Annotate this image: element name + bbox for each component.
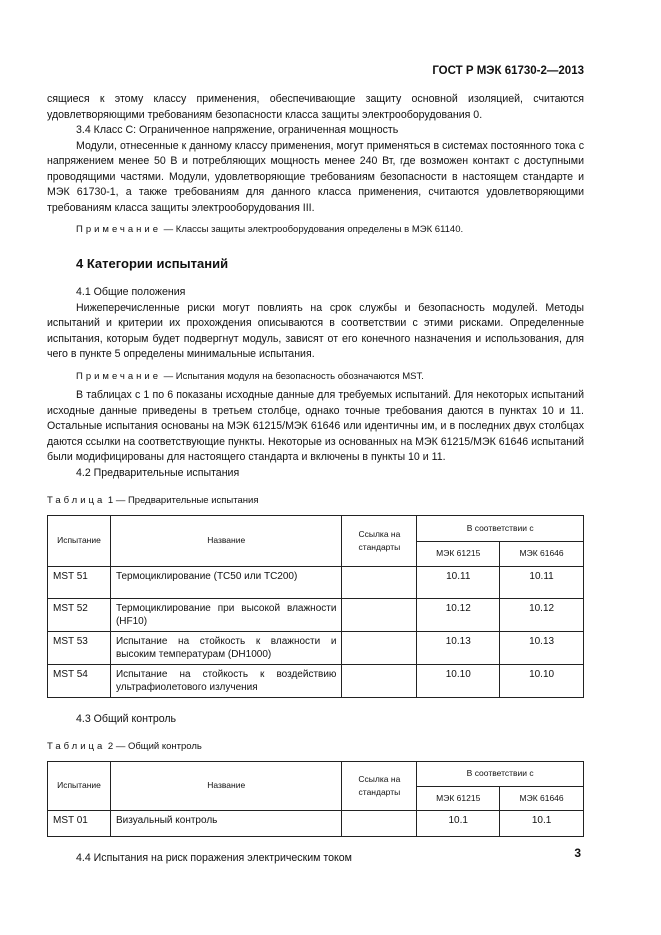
table-cell: Испытание на стойкость к воздействию ультрафиолетового излучения	[110, 664, 341, 697]
table-cell: 10.11	[417, 566, 500, 598]
table-2	[47, 761, 584, 837]
table-cell: 10.1	[417, 810, 500, 836]
paragraph: Модули, отнесенные к данному классу применения, могут применяться в системах постоянного тока с напряжением менее 50 В и потребляющих мощность менее 240 Вт, где возможен контакт с доступными проводящими частями. Модули, удовлетворяющие требованиям безопасности в настоящем стандарте и МЭК 61730-1, а также требованиям для данного класса применения, считаются удовлетворяющими требованиям класса защиты электрооборудования III.	[47, 139, 584, 214]
section-3-4-title: 3.4 Класс С: Ограниченное напряжение, ограниченная мощность	[76, 124, 399, 136]
table-cell: 10.10	[500, 664, 584, 697]
note	[47, 222, 584, 238]
note-label: Примечание	[76, 370, 161, 382]
note	[47, 369, 584, 385]
table-cell: MST 01	[48, 810, 111, 836]
table-cell: Термоциклирование (ТС50 или ТС200)	[110, 566, 341, 598]
table-title: — Общий контроль	[113, 741, 202, 752]
paragraph: сящиеся к этому классу применения, обеспечивающие защиту основной изоляцией, считаются удовлетворяющими требованиям безопасности класса защиты электрооборудования 0.	[47, 93, 584, 121]
col-iec61215: МЭК 61215	[417, 786, 500, 810]
table-label: Таблица	[47, 495, 106, 506]
note-label: Примечание	[76, 224, 161, 235]
table-row	[48, 631, 584, 664]
table-title: — Предварительные испытания	[113, 495, 259, 506]
col-ref: Ссылка на стандарты	[342, 515, 417, 566]
table-cell	[342, 631, 417, 664]
col-accordance: В соответствии с	[417, 761, 584, 786]
table-cell	[342, 810, 417, 836]
paragraph: В таблицах с 1 по 6 показаны исходные данные для требуемых испытаний. Для некоторых испытаний исходные данные приведены в третьем столбце, однако точные требования даются в пунктах 10 и 11. Остальные испытания основаны на МЭК 61215/МЭК 61646 или идентичны им, и в последних двух столбцах даются ссылки на соответствующие пункты. Некоторые из основанных на МЭК 61215/МЭК 61646 испытаний были модифицированы для настоящего стандарта и включены в пункты 10 и 11.	[47, 389, 584, 463]
table-cell: Испытание на стойкость к влажности и высоким температурам (DH1000)	[110, 631, 341, 664]
table-cell: Визуальный контроль	[110, 810, 341, 836]
col-test: Испытание	[48, 761, 111, 810]
table-cell: 10.12	[500, 598, 584, 631]
table-cell: MST 51	[48, 566, 111, 598]
col-name: Название	[110, 761, 341, 810]
table-cell	[342, 598, 417, 631]
table-cell: 10.10	[417, 664, 500, 697]
section-4-heading: 4 Категории испытаний	[76, 255, 229, 271]
table-cell: 10.1	[500, 810, 584, 836]
table-cell	[342, 664, 417, 697]
note-text: — Испытания модуля на безопасность обозначаются MST.	[161, 370, 424, 382]
table-cell: 10.13	[500, 631, 584, 664]
table-row	[48, 664, 584, 697]
col-accordance: В соответствии с	[417, 515, 584, 541]
table-cell: MST 52	[48, 598, 111, 631]
table-cell: MST 54	[48, 664, 111, 697]
table-1-caption	[47, 493, 584, 509]
section-4-4-title: 4.4 Испытания на риск поражения электрическим током	[76, 851, 352, 864]
table-row	[48, 810, 584, 836]
col-iec61215: МЭК 61215	[417, 541, 500, 566]
table-2-caption	[47, 739, 584, 755]
section-4-1-title: 4.1 Общие положения	[76, 286, 186, 298]
table-cell: MST 53	[48, 631, 111, 664]
table-cell: 10.11	[500, 566, 584, 598]
section-4-3-title: 4.3 Общий контроль	[76, 712, 177, 725]
table-number: 1	[105, 495, 114, 506]
paragraph: Нижеперечисленные риски могут повлиять на срок службы и безопасность модулей. Методы испытаний и критерии их прохождения описываются в соответствии с этими рисками. Определенные испытания, которым будет подвергнут модуль, зависят от его конечного назначения и использования, для чего в пункте 5 определены минимальные испытания.	[47, 301, 584, 360]
page-number: 3	[574, 846, 581, 860]
table-row	[48, 566, 584, 598]
table-cell: 10.13	[417, 631, 500, 664]
col-test: Испытание	[48, 515, 111, 566]
table-cell: Термоциклирование при высокой влажности (HF10)	[110, 598, 341, 631]
table-label: Таблица	[47, 741, 106, 752]
note-text: — Классы защиты электрооборудования определены в МЭК 61140.	[161, 224, 464, 235]
table-cell	[342, 566, 417, 598]
document-header: ГОСТ Р МЭК 61730-2—2013	[432, 65, 584, 77]
section-4-2-title: 4.2 Предварительные испытания	[76, 466, 240, 479]
table-row	[48, 598, 584, 631]
page-body	[47, 92, 584, 866]
col-ref: Ссылка на стандарты	[342, 761, 417, 810]
col-iec61646: МЭК 61646	[500, 541, 584, 566]
table-number: 2	[105, 741, 114, 752]
table-1	[47, 515, 584, 698]
table-cell: 10.12	[417, 598, 500, 631]
col-iec61646: МЭК 61646	[500, 786, 584, 810]
col-name: Название	[110, 515, 341, 566]
